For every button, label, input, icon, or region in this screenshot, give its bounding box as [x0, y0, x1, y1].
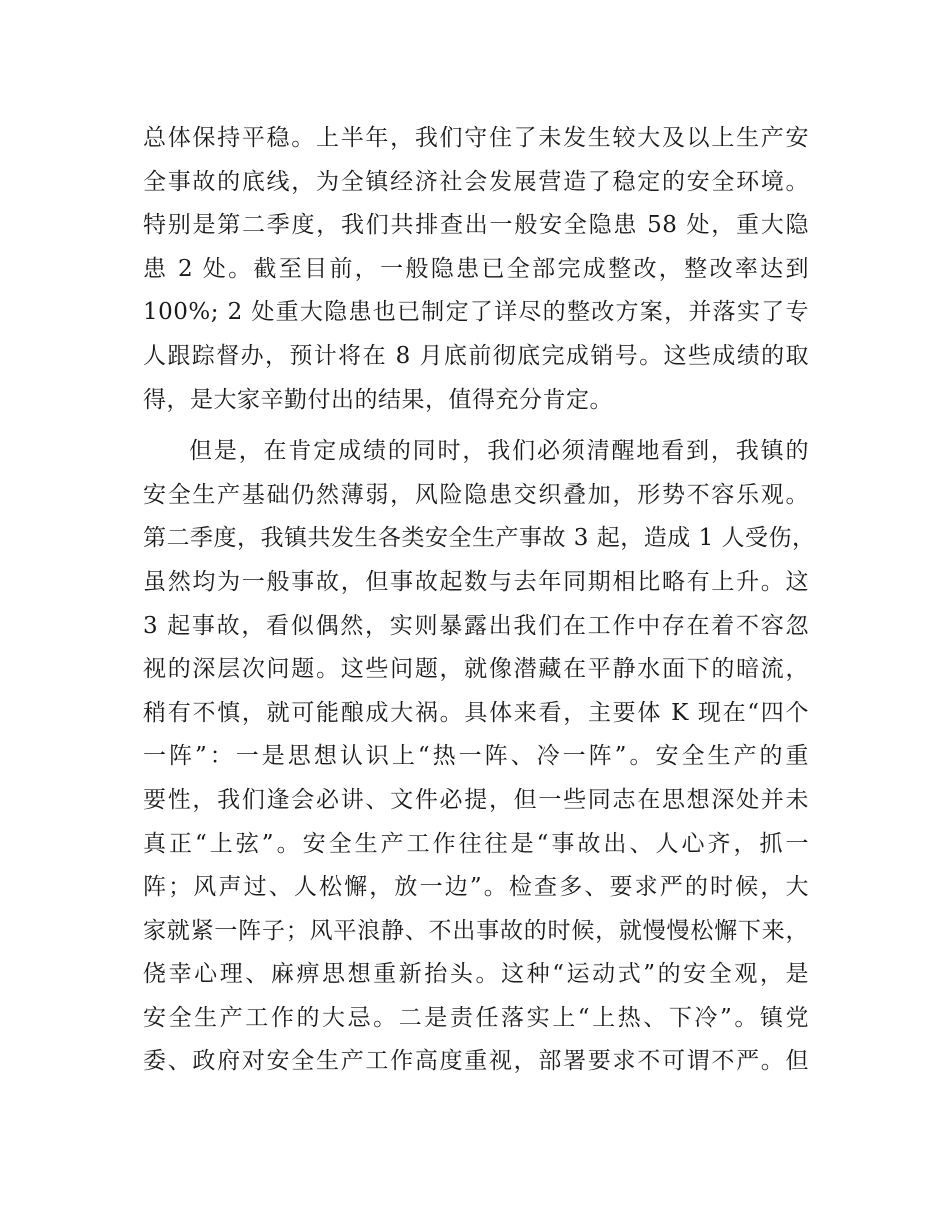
text-line: 3 起事故，看似偶然，实则暴露出我们在工作中存在着不容忽 [143, 612, 809, 639]
text-line: 稍有不慎，就可能酿成大祸。具体来看，主要体 K 现在“四个 [143, 699, 809, 726]
paragraph-2 [143, 430, 816, 1084]
text-line: 视的深层次问题。这些问题，就像潜藏在平静水面下的暗流， [143, 656, 809, 683]
text-line: 安全生产基础仍然薄弱，风险隐患交织叠加，形势不容乐观。 [143, 481, 809, 508]
text-line: 全事故的底线，为全镇经济社会发展营造了稳定的安全环境。 [143, 168, 809, 195]
paragraph-1 [143, 117, 809, 422]
paragraph-spacer [143, 422, 809, 430]
text-line: 家就紧一阵子；风平浪静、不出事故的时候，就慢慢松懈下来， [143, 917, 809, 944]
text-line: 第二季度，我镇共发生各类安全生产事故 3 起，造成 1 人受伤， [143, 525, 816, 552]
text-line: 侥幸心理、麻痹思想重新抬头。这种“运动式”的安全观，是 [143, 961, 809, 988]
text-line: 特别是第二季度，我们共排查出一般安全隐患 58 处，重大隐 [143, 212, 809, 239]
text-line: 一阵”：一是思想认识上“热一阵、冷一阵”。安全生产的重 [143, 743, 809, 770]
text-line: 得，是大家辛勤付出的结果，值得充分肯定。 [143, 386, 613, 413]
text-line: 委、政府对安全生产工作高度重视，部署要求不可谓不严。但 [143, 1048, 809, 1075]
text-line: 虽然均为一般事故，但事故起数与去年同期相比略有上升。这 [143, 568, 809, 595]
text-line: 患 2 处。截至目前，一般隐患已全部完成整改，整改率达到 [143, 255, 809, 282]
text-line: 真正“上弦”。安全生产工作往往是“事故出、人心齐，抓一 [143, 830, 809, 857]
text-line: 100%; 2 处重大隐患也已制定了详尽的整改方案，并落实了专 [143, 299, 809, 326]
document-body [143, 117, 816, 1084]
text-line: 人跟踪督办，预计将在 8 月底前彻底完成销号。这些成绩的取 [143, 342, 809, 369]
text-line: 阵；风声过、人松懈，放一边”。检查多、要求严的时候，大 [143, 874, 809, 901]
text-line: 但是，在肯定成绩的同时，我们必须清醒地看到，我镇的 [189, 438, 809, 465]
text-line: 要性，我们逢会必讲、文件必提，但一些同志在思想深处并未 [143, 786, 809, 813]
text-line: 安全生产工作的大忌。二是责任落实上“上热、下冷”。镇党 [143, 1004, 809, 1031]
text-line: 总体保持平稳。上半年，我们守住了未发生较大及以上生产安 [143, 125, 809, 151]
